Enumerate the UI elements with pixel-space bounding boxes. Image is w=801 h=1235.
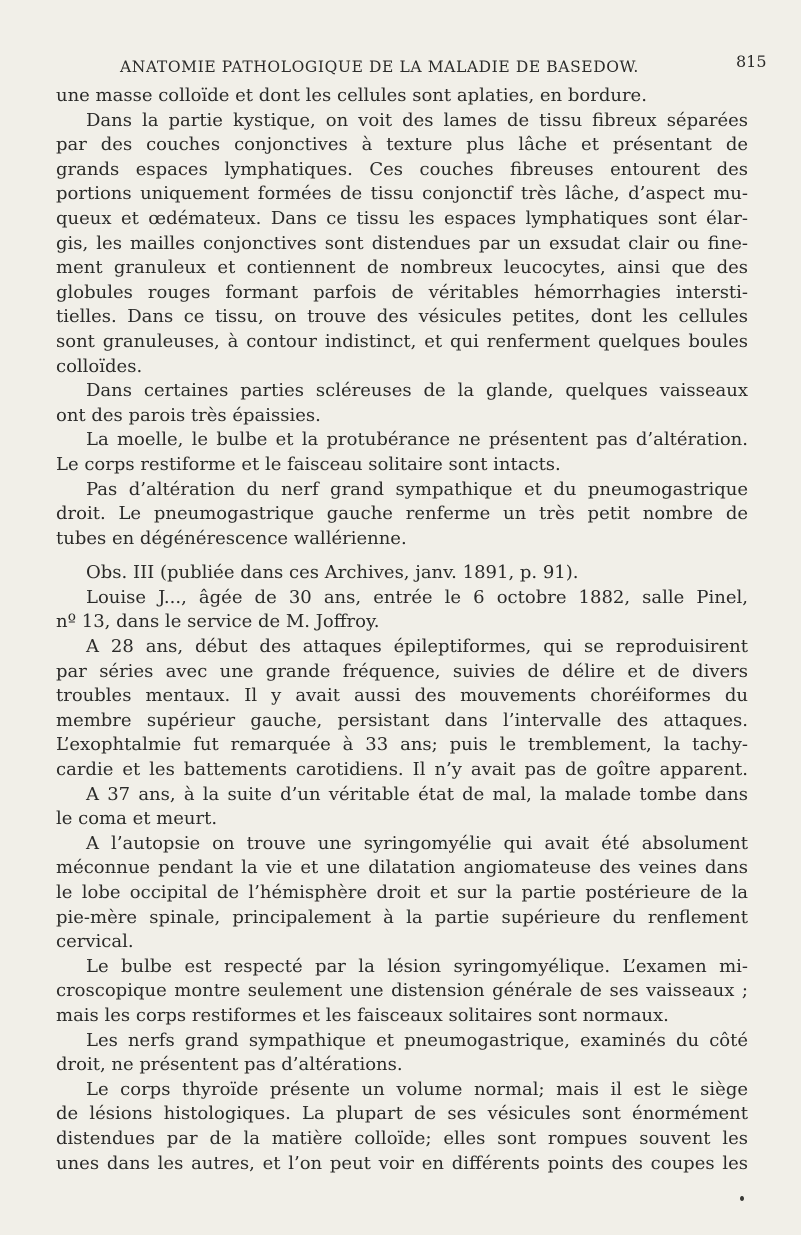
- text-line: unes dans les autres, et l’on peut voir en différents points des coupes les: [56, 1152, 748, 1174]
- page-number: 815: [736, 52, 767, 71]
- body-text: [56, 84, 748, 1176]
- text-line: colloïdes.: [56, 355, 143, 377]
- text-line: Le corps restiforme et le faisceau solitaire sont intacts.: [56, 453, 561, 475]
- text-line: méconnue pendant la vie et une dilatation angiomateuse des veines dans: [56, 857, 748, 879]
- text-line: gis, les mailles conjonctives sont distendues par un exsudat clair ou fine-: [56, 232, 748, 254]
- text-line: Louise J..., âgée de 30 ans, entrée le 6 octobre 1882, salle Pinel,: [86, 586, 748, 608]
- text-line: Les nerfs grand sympathique et pneumogastrique, examinés du côté: [86, 1029, 748, 1051]
- text-line: par séries avec une grande fréquence, suivies de délire et de divers: [56, 660, 748, 682]
- text-line: grands espaces lymphatiques. Ces couches fibreuses entourent des: [56, 158, 748, 180]
- text-line: L’exophtalmie fut remarquée à 33 ans; puis le tremblement, la tachy-: [56, 734, 748, 756]
- text-line: pie-mère spinale, principalement à la partie supérieure du renflement: [56, 906, 748, 928]
- text-line: globules rouges formant parfois de véritables hémorrhagies intersti-: [56, 281, 748, 303]
- text-line: de lésions histologiques. La plupart de ses vésicules sont énormément: [56, 1103, 748, 1125]
- running-title: ANATOMIE PATHOLOGIQUE DE LA MALADIE DE BASEDOW.: [120, 58, 639, 76]
- text-line: une masse colloïde et dont les cellules sont aplaties, en bordure.: [56, 85, 647, 106]
- text-line: cardie et les battements carotidiens. Il n’y avait pas de goître apparent.: [56, 759, 748, 781]
- text-line: mais les corps restiformes et les faisceaux solitaires sont normaux.: [56, 1004, 669, 1026]
- text-line: Dans la partie kystique, on voit des lames de tissu fibreux séparées: [86, 109, 748, 131]
- text-line: croscopique montre seulement une distension générale de ses vaisseaux ;: [56, 980, 748, 1002]
- text-line: A 28 ans, début des attaques épileptiformes, qui se reproduisirent: [86, 636, 748, 658]
- text-line: queux et œdémateux. Dans ce tissu les espaces lymphatiques sont élar-: [56, 207, 748, 229]
- text-line: distendues par de la matière colloïde; elles sont rompues souvent les: [56, 1127, 748, 1149]
- text-line: membre supérieur gauche, persistant dans l’intervalle des attaques.: [56, 709, 748, 731]
- text-line: droit, ne présentent pas d’altérations.: [56, 1054, 403, 1076]
- text-line: le lobe occipital de l’hémisphère droit et sur la partie postérieure de la: [56, 882, 748, 903]
- text-line: nº 13, dans le service de M. Joffroy.: [56, 611, 380, 633]
- text-line: Dans certaines parties scléreuses de la glande, quelques vaisseaux: [86, 380, 748, 402]
- text-line: le coma et meurt.: [56, 808, 218, 830]
- text-line: ment granuleux et contiennent de nombreux leucocytes, ainsi que des: [56, 257, 748, 279]
- text-line: cervical.: [56, 931, 134, 953]
- text-line: Pas d’altération du nerf grand sympathique et du pneumogastrique: [86, 478, 748, 500]
- text-line: droit. Le pneumogastrique gauche renferme un très petit nombre de: [56, 503, 748, 525]
- text-line: troubles mentaux. Il y avait aussi des mouvements choréiformes du: [56, 685, 748, 707]
- text-line: A l’autopsie on trouve une syringomyélie qui avait été absolument: [86, 832, 748, 854]
- text-line: Obs. III (publiée dans ces Archives, janv. 1891, p. 91).: [86, 562, 579, 584]
- print-speck: [740, 1196, 744, 1201]
- text-line: Le corps thyroïde présente un volume normal; mais il est le siège: [86, 1078, 748, 1100]
- text-line: ont des parois très épaissies.: [56, 404, 321, 426]
- text-line: tielles. Dans ce tissu, on trouve des vésicules petites, dont les cellules: [56, 306, 748, 328]
- text-line: sont granuleuses, à contour indistinct, et qui renferment quelques boules: [56, 330, 748, 352]
- text-line: portions uniquement formées de tissu conjonctif très lâche, d’aspect mu-: [56, 183, 748, 205]
- text-line: A 37 ans, à la suite d’un véritable état de mal, la malade tombe dans: [86, 783, 748, 805]
- text-line: tubes en dégénérescence wallérienne.: [56, 527, 407, 549]
- text-line: par des couches conjonctives à texture plus lâche et présentant de: [56, 134, 748, 156]
- text-line: La moelle, le bulbe et la protubérance ne présentent pas d’altération.: [86, 429, 748, 451]
- text-line: Le bulbe est respecté par la lésion syringomyélique. L’examen mi-: [86, 955, 748, 977]
